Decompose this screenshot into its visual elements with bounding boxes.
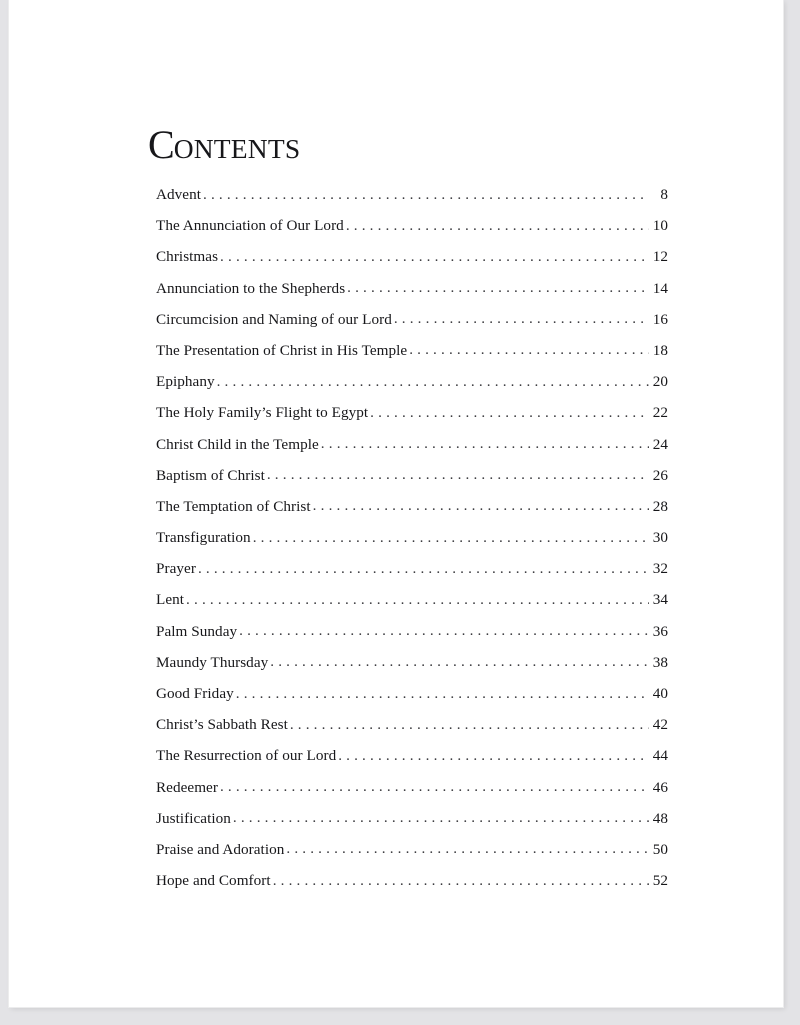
toc-entry-title: Maundy Thursday: [156, 653, 269, 671]
toc-entry-leader-dots: [203, 186, 649, 204]
toc-entry-title: Christmas: [156, 248, 219, 266]
toc-entry-page-number: 38: [652, 653, 668, 671]
toc-entry-leader-dots: [236, 685, 649, 703]
toc-entry-page-number: 12: [652, 248, 668, 266]
toc-entry-page-number: 26: [652, 466, 668, 484]
toc-entry-title: Epiphany: [156, 373, 215, 391]
toc-entry-page-number: 28: [652, 497, 668, 515]
book-page-sheet: [9, 0, 783, 1007]
toc-entry-leader-dots: [267, 466, 649, 484]
toc-entry[interactable]: [156, 436, 668, 467]
toc-entry-title: Good Friday: [156, 685, 234, 702]
table-of-contents-list: [156, 186, 668, 903]
toc-entry-leader-dots: [313, 497, 649, 515]
toc-entry[interactable]: [156, 872, 668, 903]
toc-entry-leader-dots: [186, 591, 649, 609]
toc-entry-page-number: 44: [652, 747, 668, 765]
toc-entry[interactable]: [156, 623, 668, 654]
toc-entry-page-number: 52: [652, 872, 668, 890]
toc-entry-title: Annunciation to the Shepherds: [156, 279, 346, 297]
toc-entry-leader-dots: [346, 217, 649, 235]
toc-entry-leader-dots: [394, 310, 649, 328]
toc-entry-title: The Resurrection of our Lord: [156, 747, 337, 765]
toc-entry-leader-dots: [273, 872, 649, 890]
toc-entry-leader-dots: [270, 653, 649, 671]
page-title-initial: C: [148, 122, 174, 168]
toc-entry-page-number: 8: [660, 186, 668, 203]
toc-entry-leader-dots: [233, 809, 649, 827]
toc-entry-title: Justification: [156, 809, 231, 827]
toc-entry-page-number: 10: [652, 217, 668, 235]
toc-entry-leader-dots: [253, 529, 649, 547]
toc-entry[interactable]: [156, 342, 668, 373]
toc-entry[interactable]: [156, 467, 668, 498]
toc-entry-title: Christ’s Sabbath Rest: [156, 716, 288, 734]
toc-entry-page-number: 22: [652, 404, 668, 422]
toc-entry-title: Advent: [156, 186, 202, 203]
toc-entry[interactable]: [156, 560, 668, 591]
toc-entry-page-number: 40: [652, 685, 668, 702]
toc-entry-page-number: 32: [652, 560, 668, 578]
toc-entry-title: The Annunciation of Our Lord: [156, 217, 344, 235]
toc-entry[interactable]: [156, 685, 668, 716]
toc-entry-page-number: 36: [652, 622, 668, 640]
toc-entry-title: Hope and Comfort: [156, 872, 271, 890]
page-title: [148, 122, 301, 168]
toc-entry-page-number: 46: [652, 778, 668, 796]
toc-entry-page-number: 34: [652, 591, 668, 609]
toc-entry-leader-dots: [321, 435, 649, 453]
toc-entry[interactable]: [156, 654, 668, 685]
toc-entry-page-number: 20: [652, 373, 668, 391]
toc-entry[interactable]: [156, 747, 668, 778]
toc-entry-title: Praise and Adoration: [156, 840, 285, 858]
toc-entry[interactable]: [156, 498, 668, 529]
toc-entry-leader-dots: [286, 840, 649, 858]
toc-entry[interactable]: [156, 217, 668, 248]
toc-entry-page-number: 30: [652, 529, 668, 547]
page-content-area: [9, 0, 783, 1007]
toc-entry-page-number: 16: [652, 310, 668, 328]
toc-entry-page-number: 18: [652, 341, 668, 359]
toc-entry-page-number: 14: [652, 279, 668, 297]
toc-entry-leader-dots: [347, 279, 649, 297]
toc-entry-title: Palm Sunday: [156, 622, 238, 640]
toc-entry-leader-dots: [338, 747, 649, 765]
toc-entry[interactable]: [156, 716, 668, 747]
page-title-rest: ONTENTS: [173, 133, 301, 165]
toc-entry-title: Circumcision and Naming of our Lord: [156, 310, 392, 328]
toc-entry-leader-dots: [220, 778, 649, 796]
toc-entry[interactable]: [156, 529, 668, 560]
toc-entry[interactable]: [156, 248, 668, 279]
toc-entry-leader-dots: [290, 716, 649, 734]
toc-entry[interactable]: [156, 280, 668, 311]
toc-entry-leader-dots: [198, 560, 649, 578]
toc-entry-leader-dots: [239, 622, 649, 640]
toc-entry-leader-dots: [220, 248, 649, 266]
toc-entry-title: The Presentation of Christ in His Temple: [156, 341, 408, 359]
toc-entry[interactable]: [156, 404, 668, 435]
toc-entry-title: Transfiguration: [156, 529, 251, 547]
toc-entry-title: The Temptation of Christ: [156, 497, 311, 515]
toc-entry[interactable]: [156, 810, 668, 841]
toc-entry-leader-dots: [409, 341, 649, 359]
toc-entry[interactable]: [156, 373, 668, 404]
toc-entry[interactable]: [156, 591, 668, 622]
toc-entry-page-number: 42: [652, 716, 668, 734]
toc-entry-leader-dots: [217, 373, 649, 391]
toc-entry[interactable]: [156, 311, 668, 342]
toc-entry[interactable]: [156, 841, 668, 872]
toc-entry-page-number: 50: [652, 840, 668, 858]
toc-entry-title: Prayer: [156, 560, 196, 578]
toc-entry-title: The Holy Family’s Flight to Egypt: [156, 404, 369, 422]
toc-entry[interactable]: [156, 186, 668, 217]
toc-entry-title: Christ Child in the Temple: [156, 435, 319, 453]
toc-entry-page-number: 24: [652, 435, 668, 453]
toc-entry-title: Baptism of Christ: [156, 466, 265, 484]
toc-entry-title: Redeemer: [156, 778, 218, 796]
toc-entry[interactable]: [156, 779, 668, 810]
toc-entry-leader-dots: [370, 404, 649, 422]
toc-entry-title: Lent: [156, 591, 185, 609]
toc-entry-page-number: 48: [652, 809, 668, 827]
